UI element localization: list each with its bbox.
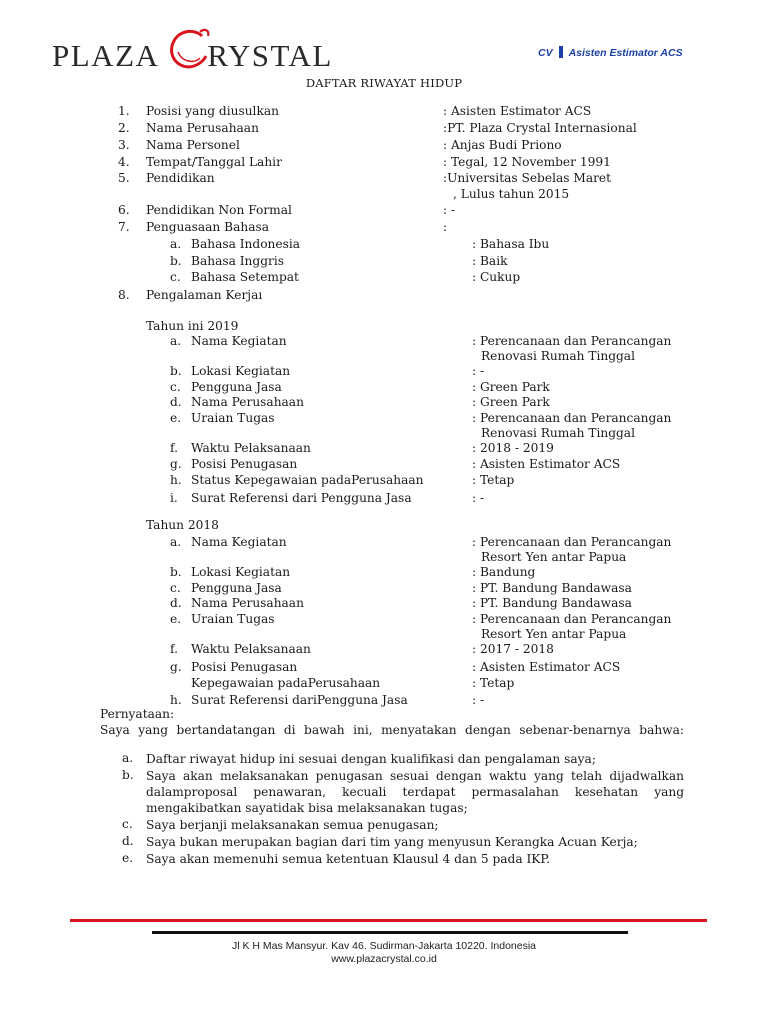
experience-2018-row-label: Surat Referensi dariPengguna Jasa bbox=[191, 693, 408, 707]
statement-point-line: Saya bukan merupakan bagian dari tim yang menyusun Kerangka Acuan Kerja; bbox=[146, 835, 638, 849]
experience-2019-row-letter: h. bbox=[170, 473, 182, 487]
statement-point-line: Daftar riwayat hidup ini sesuai dengan kualifikasi dan pengalaman saya; bbox=[146, 752, 596, 766]
cv-separator-bar bbox=[559, 46, 563, 58]
experience-2018-row-label: Posisi Penugasan bbox=[191, 660, 298, 674]
experience-2018-row-value: : PT. Bandung Bandawasa bbox=[472, 581, 632, 595]
experience-2018-row-label: Pengguna Jasa bbox=[191, 581, 282, 595]
logo-wordmark: PLAZA RYSTAL bbox=[52, 38, 333, 73]
experience-2018-row-label: Nama Kegiatan bbox=[191, 535, 287, 549]
item-label: Nama Perusahaan bbox=[146, 121, 259, 135]
experience-2019-row-label: Waktu Pelaksanaan bbox=[191, 441, 311, 455]
experience-2018-row-label: Waktu Pelaksanaan bbox=[191, 642, 311, 656]
experience-2019-row-letter: d. bbox=[170, 395, 182, 409]
item-label: Pendidikan bbox=[146, 171, 215, 185]
experience-2019-row-value: : Tetap bbox=[472, 473, 515, 487]
document-title: DAFTAR RIWAYAT HIDUP bbox=[305, 76, 463, 90]
experience-2019-row-letter: a. bbox=[170, 334, 182, 348]
item-number: 8. bbox=[118, 288, 130, 302]
language-letter: c. bbox=[170, 270, 181, 284]
experience-2019-row-label: Uraian Tugas bbox=[191, 411, 275, 425]
item-label: Penguasaan Bahasa bbox=[146, 220, 269, 234]
experience-2019-row-letter: e. bbox=[170, 411, 182, 425]
item-label: Nama Personel bbox=[146, 138, 240, 152]
statement-heading: Pernyataan: bbox=[100, 707, 175, 721]
item-value: :Universitas Sebelas Maret bbox=[443, 171, 612, 185]
item-label: Tempat/Tanggal Lahir bbox=[146, 155, 282, 169]
footer-red-rule bbox=[70, 919, 707, 922]
experience-2018-row-letter: g. bbox=[170, 660, 182, 674]
language-value: : Baik bbox=[472, 254, 508, 268]
experience-2019-row-value-continued: Renovasi Rumah Tinggal bbox=[481, 426, 635, 440]
statement-point-line: Saya akan memenuhi semua ketentuan Klausul 4 dan 5 pada IKP. bbox=[146, 852, 551, 866]
language-label: Bahasa Indonesia bbox=[191, 237, 301, 251]
item-number: 3. bbox=[118, 138, 130, 152]
item-number: 1. bbox=[118, 104, 130, 118]
item-value: : - bbox=[443, 203, 456, 217]
experience-2018-row-letter: f. bbox=[170, 642, 178, 656]
experience-2019-row-value: : Perencanaan dan Perancangan bbox=[472, 334, 672, 348]
language-letter: b. bbox=[170, 254, 182, 268]
experience-2018-row-value: : - bbox=[472, 693, 485, 707]
item-value: :PT. Plaza Crystal Internasional bbox=[443, 121, 637, 135]
statement-point-line: dalamproposal penawaran, kecuali terdapat permasalahan kesehatan yang bbox=[146, 785, 684, 799]
experience-2019-row-value: : Green Park bbox=[472, 395, 550, 409]
experience-2019-row-label: Pengguna Jasa bbox=[191, 380, 282, 394]
experience-2019-row-label: Posisi Penugasan bbox=[191, 457, 298, 471]
language-letter: a. bbox=[170, 237, 182, 251]
experience-2018-row-label: Kepegawaian padaPerusahaan bbox=[191, 676, 381, 690]
experience-2018-row-label: Uraian Tugas bbox=[191, 612, 275, 626]
experience-2018-row-value: : Bandung bbox=[472, 565, 536, 579]
experience-2018-row-value: : Perencanaan dan Perancangan bbox=[472, 612, 672, 626]
experience-2019-row-value: : - bbox=[472, 491, 485, 505]
experience-2019-row-value: : - bbox=[472, 364, 485, 378]
footer-black-rule bbox=[152, 931, 628, 934]
experience-2018-row-value: : 2017 - 2018 bbox=[472, 642, 554, 656]
experience-2019-row-letter: g. bbox=[170, 457, 182, 471]
item-value: : Tegal, 12 November 1991 bbox=[443, 155, 611, 169]
experience-2018-row-letter: h. bbox=[170, 693, 182, 707]
experience-2019-row-value-continued: Renovasi Rumah Tinggal bbox=[481, 349, 635, 363]
experience-2018-row-label: Lokasi Kegiatan bbox=[191, 565, 291, 579]
experience-2018-row-letter: d. bbox=[170, 596, 182, 610]
item-value: : Anjas Budi Priono bbox=[443, 138, 562, 152]
experience-2019-row-value: : Perencanaan dan Perancangan bbox=[472, 411, 672, 425]
item-number: 6. bbox=[118, 203, 130, 217]
item-value: : bbox=[443, 220, 448, 234]
language-label: Bahasa Inggris bbox=[191, 254, 284, 268]
statement-point-letter: d. bbox=[122, 834, 134, 848]
statement-point-line: Saya berjanji melaksanakan semua penugasan; bbox=[146, 818, 439, 832]
experience-2018-row-value-continued: Resort Yen antar Papua bbox=[481, 627, 627, 641]
statement-point-line: Saya akan melaksanakan penugasan sesuai dengan waktu yang telah dijadwalkan bbox=[146, 769, 684, 783]
item-number: 2. bbox=[118, 121, 130, 135]
experience-2019-row-value: : 2018 - 2019 bbox=[472, 441, 554, 455]
statement-point-line: mengakibatkan sayatidak bisa melaksanakan tugas; bbox=[146, 801, 468, 815]
statement-point-letter: e. bbox=[122, 851, 134, 865]
experience-2019-row-label: Surat Referensi dari Pengguna Jasa bbox=[191, 491, 412, 505]
statement-point-letter: b. bbox=[122, 768, 134, 782]
item-value: : Asisten Estimator ACS bbox=[443, 104, 592, 118]
cv-position-tag: CV Asisten Estimator ACS bbox=[538, 47, 683, 59]
experience-2018-row-letter: e. bbox=[170, 612, 182, 626]
experience-2018-row-value: : Tetap bbox=[472, 676, 515, 690]
experience-2019-row-letter: c. bbox=[170, 380, 181, 394]
experience-2018-row-letter: b. bbox=[170, 565, 182, 579]
experience-2018-row-value-continued: Resort Yen antar Papua bbox=[481, 550, 627, 564]
experience-2019-row-label: Nama Kegiatan bbox=[191, 334, 287, 348]
experience-2019-row-letter: i. bbox=[170, 491, 178, 505]
item-number: 4. bbox=[118, 155, 130, 169]
experience-2018-row-value: : Asisten Estimator ACS bbox=[472, 660, 621, 674]
experience-heading: Pengalaman Kerjaı bbox=[146, 288, 263, 302]
statement-intro: Saya yang bertandatangan di bawah ini, menyatakan dengan sebenar-benarnya bahwa: bbox=[100, 723, 684, 737]
experience-2019-row-label: Status Kepegawaian padaPerusahaan bbox=[191, 473, 424, 487]
item-label: Posisi yang diusulkan bbox=[146, 104, 279, 118]
experience-2018-row-label: Nama Perusahaan bbox=[191, 596, 304, 610]
language-value: : Cukup bbox=[472, 270, 521, 284]
experience-2019-row-label: Lokasi Kegiatan bbox=[191, 364, 291, 378]
item-value-continued: , Lulus tahun 2015 bbox=[453, 187, 570, 201]
experience-2018-year: Tahun 2018 bbox=[146, 518, 219, 532]
experience-2018-row-value: : PT. Bandung Bandawasa bbox=[472, 596, 632, 610]
experience-2019-row-label: Nama Perusahaan bbox=[191, 395, 304, 409]
experience-2018-row-letter: c. bbox=[170, 581, 181, 595]
language-label: Bahasa Setempat bbox=[191, 270, 299, 284]
footer-address: Jl K H Mas Mansyur. Kav 46. Sudirman-Jakarta 10220. Indonesia bbox=[231, 940, 537, 952]
experience-2019-row-value: : Asisten Estimator ACS bbox=[472, 457, 621, 471]
statement-point-letter: c. bbox=[122, 817, 133, 831]
experience-2019-row-letter: b. bbox=[170, 364, 182, 378]
item-label: Pendidikan Non Formal bbox=[146, 203, 292, 217]
item-number: 7. bbox=[118, 220, 130, 234]
item-number: 5. bbox=[118, 171, 130, 185]
experience-2018-row-letter: a. bbox=[170, 535, 182, 549]
footer-website[interactable]: www.plazacrystal.co.id bbox=[331, 953, 437, 965]
language-value: : Bahasa Ibu bbox=[472, 237, 550, 251]
experience-2019-row-letter: f. bbox=[170, 441, 178, 455]
experience-2018-row-value: : Perencanaan dan Perancangan bbox=[472, 535, 672, 549]
statement-point-letter: a. bbox=[122, 751, 134, 765]
experience-2019-row-value: : Green Park bbox=[472, 380, 550, 394]
crystal-c-emblem-icon bbox=[164, 24, 214, 74]
experience-2019-year: Tahun ini 2019 bbox=[146, 319, 239, 333]
